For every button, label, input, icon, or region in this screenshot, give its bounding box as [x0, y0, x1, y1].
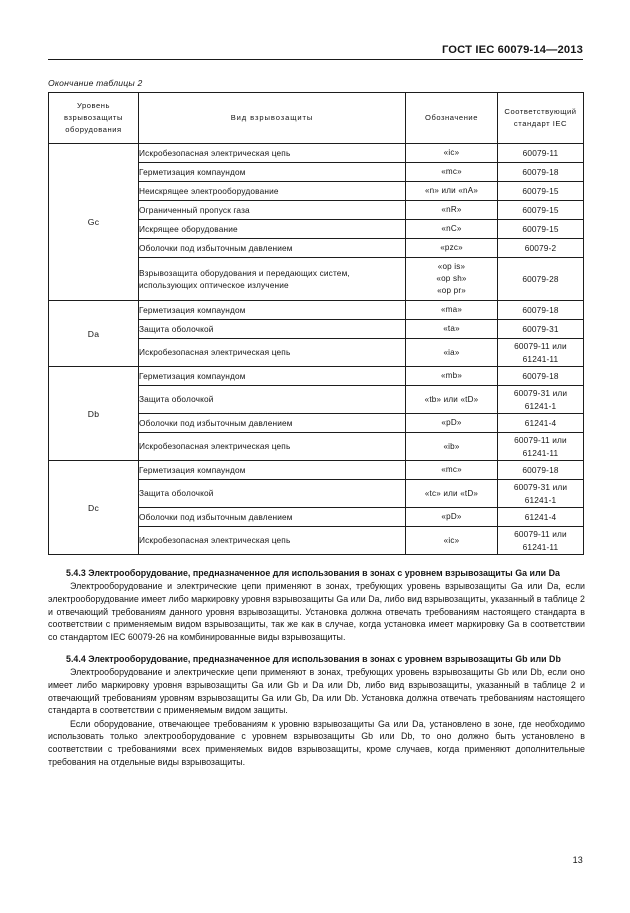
- protection-levels-table: [48, 92, 584, 555]
- cell-protection-type: Оболочки под избыточным давлением: [139, 414, 406, 433]
- cell-protection-type: Неискрящее электрооборудование: [139, 182, 406, 201]
- cell-designation: «n» или «nA»: [406, 182, 498, 201]
- cell-designation: «ta»: [406, 320, 498, 339]
- cell-standard: 60079-11 или 61241-11: [498, 433, 584, 461]
- column-header-protection-type: Вид взрывозащиты: [139, 93, 406, 144]
- cell-designation: «ia»: [406, 339, 498, 367]
- section-heading: 5.4.4 Электрооборудование, предназначенное для использования в зонах с уровнем взрывозащиты Gb или Db: [66, 653, 561, 664]
- section-paragraph: Если оборудование, отвечающее требованиям к уровню взрывозащиты Ga или Da, установлено в зоне, где необходимо использовать только электрооборудование с уровнем взрывозащиты Gb или Db, то оно должно быть установлено в соответствии с требованиями всех применяемых видов взрывозащиты, кроме случаев, когда применяют дополнительные требования на отдельные виды взрывозащиты.: [48, 718, 585, 767]
- cell-standard: 60079-15: [498, 201, 584, 220]
- table-row: [49, 144, 584, 163]
- cell-protection-type: Искрящее оборудование: [139, 220, 406, 239]
- section-paragraph: Электрооборудование и электрические цепи применяют в зонах, требующих уровень взрывозащиты Ga или Da, если электрооборудование имеет либо маркировку уровня взрывозащиты Ga или Da, либо вид взрывозащиты, указанный в таблице 2 и отвечающий требованиям данного уровня взрывозащиты. Установка должна отвечать требованиям настоящего стандарта в соответствии с применяемым видом взрывозащиты, так же как в случае, когда установка имеет маркировку Ga в соответствии со стандартом IEC 60079-26 на комбинированные виды взрывозащиты.: [48, 581, 585, 643]
- table-header-row: [49, 93, 584, 144]
- cell-protection-type: Искробезопасная электрическая цепь: [139, 144, 406, 163]
- cell-protection-type: Герметизация компаундом: [139, 461, 406, 480]
- standard-identifier: ГОСТ IEC 60079-14—2013: [441, 44, 583, 56]
- table-header: [49, 93, 584, 144]
- cell-designation: «nR»: [406, 201, 498, 220]
- cell-designation: «ic»: [406, 527, 498, 555]
- cell-protection-type: Искробезопасная электрическая цепь: [139, 433, 406, 461]
- cell-designation: «ib»: [406, 433, 498, 461]
- cell-standard: 60079-15: [498, 220, 584, 239]
- cell-standard: 61241-4: [498, 508, 584, 527]
- cell-protection-type: Герметизация компаундом: [139, 367, 406, 386]
- cell-designation: «pD»: [406, 508, 498, 527]
- cell-protection-type: Защита оболочкой: [139, 480, 406, 508]
- cell-protection-level: Dc: [49, 461, 139, 555]
- cell-standard: 60079-11 или 61241-11: [498, 527, 584, 555]
- section-heading: 5.4.3 Электрооборудование, предназначенное для использования в зонах с уровнем взрывозащиты Ga или Da: [66, 568, 560, 578]
- cell-protection-level: Da: [49, 301, 139, 367]
- cell-designation: «nC»: [406, 220, 498, 239]
- cell-protection-type: Герметизация компаундом: [139, 163, 406, 182]
- cell-standard: 61241-4: [498, 414, 584, 433]
- cell-standard: 60079-28: [498, 258, 584, 301]
- page-number: 13: [572, 855, 583, 865]
- table-caption: Окончание таблицы 2: [48, 78, 143, 88]
- cell-designation: «pD»: [406, 414, 498, 433]
- cell-protection-type: Искробезопасная электрическая цепь: [139, 339, 406, 367]
- cell-standard: 60079-18: [498, 163, 584, 182]
- header-line-3: оборудования: [65, 124, 122, 134]
- cell-protection-type: Ограниченный пропуск газа: [139, 201, 406, 220]
- cell-protection-level: Db: [49, 367, 139, 461]
- cell-protection-type: Взрывозащита оборудования и передающих систем, использующих оптическое излучение: [139, 258, 406, 301]
- table-row: [49, 367, 584, 386]
- table-row: [49, 301, 584, 320]
- cell-designation: «tc» или «tD»: [406, 480, 498, 508]
- cell-designation: «mc»: [406, 163, 498, 182]
- header-line-2: взрывозащиты: [64, 113, 123, 123]
- cell-standard: 60079-15: [498, 182, 584, 201]
- cell-protection-type: Искробезопасная электрическая цепь: [139, 527, 406, 555]
- cell-protection-level: Gc: [49, 144, 139, 301]
- cell-designation: «mc»: [406, 461, 498, 480]
- cell-standard: 60079-18: [498, 367, 584, 386]
- cell-standard: 60079-2: [498, 239, 584, 258]
- table-row: [49, 461, 584, 480]
- cell-protection-type: Герметизация компаундом: [139, 301, 406, 320]
- document-header: [48, 44, 583, 60]
- cell-designation: «ic»: [406, 144, 498, 163]
- cell-standard: 60079-11 или 61241-11: [498, 339, 584, 367]
- column-header-standard: [498, 93, 584, 144]
- header-line-1: Соответствующий: [504, 107, 577, 117]
- protection-levels-table-wrapper: [48, 92, 583, 555]
- cell-standard: 60079-31 или 61241-1: [498, 480, 584, 508]
- section-paragraph: Электрооборудование и электрические цепи применяют в зонах, требующих уровень взрывозащиты Gb или Db, если оно имеет либо маркировку уровня взрывозащиты Ga или Gb и Da или Db, либо вид взрывозащиты, указанный в таблице 2 и отвечающий требованиям уровням взрывозащиты Ga или Gb, Da или Db. Установка должна отвечать требованиям настоящего стандарта в соответствии с применяемым видом защиты.: [48, 667, 585, 716]
- column-header-designation: Обозначение: [406, 93, 498, 144]
- cell-protection-type: Оболочки под избыточным давлением: [139, 239, 406, 258]
- cell-designation: «pzc»: [406, 239, 498, 258]
- cell-standard: 60079-18: [498, 301, 584, 320]
- cell-designation: «op is» «op sh» «op pr»: [406, 258, 498, 301]
- cell-standard: 60079-18: [498, 461, 584, 480]
- cell-standard: 60079-31: [498, 320, 584, 339]
- cell-designation: «ma»: [406, 301, 498, 320]
- cell-protection-type: Оболочки под избыточным давлением: [139, 508, 406, 527]
- body-text: [48, 567, 585, 769]
- cell-standard: 60079-11: [498, 144, 584, 163]
- column-header-protection-level: [49, 93, 139, 144]
- cell-standard: 60079-31 или 61241-1: [498, 386, 584, 414]
- cell-designation: «mb»: [406, 367, 498, 386]
- cell-protection-type: Защита оболочкой: [139, 320, 406, 339]
- cell-protection-type: Защита оболочкой: [139, 386, 406, 414]
- header-line-1: Уровень: [76, 101, 111, 111]
- cell-designation: «tb» или «tD»: [406, 386, 498, 414]
- table-body: [49, 144, 584, 555]
- header-line-2: стандарт IEC: [513, 119, 568, 128]
